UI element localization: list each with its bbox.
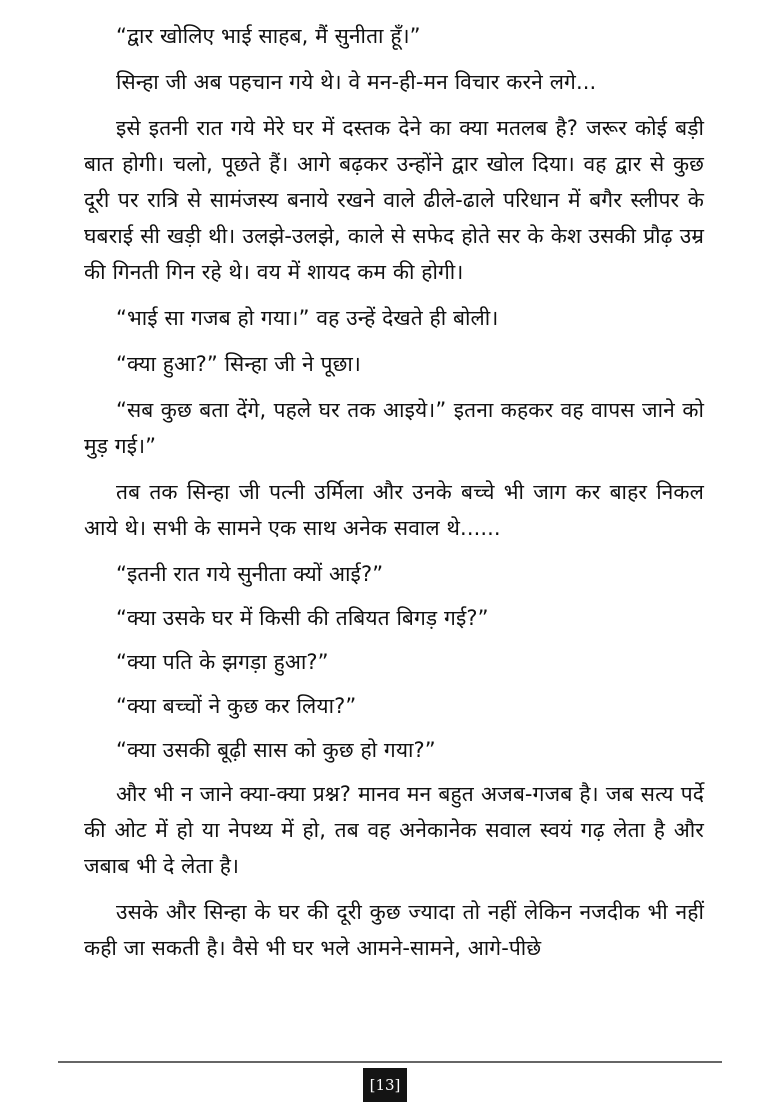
- paragraph-1: “द्वार खोलिए भाई साहब, मैं सुनीता हूँ।”: [116, 24, 421, 48]
- paragraph-9: “क्या उसके घर में किसी की तबियत बिगड़ गई?”: [116, 606, 489, 630]
- paragraph-5: “क्या हुआ?” सिन्हा जी ने पूछा।: [116, 352, 361, 376]
- paragraph-11: “क्या बच्चों ने कुछ कर लिया?”: [116, 694, 357, 718]
- paragraph-4: “भाई सा गजब हो गया।” वह उन्हें देखते ही बोली।: [116, 306, 499, 330]
- page-number-badge: [13]: [363, 1068, 407, 1102]
- paragraph-6: “सब कुछ बता देंगे, पहले घर तक आइये।” इतना कहकर वह वापस जाने को मुड़ गई।”: [84, 398, 704, 458]
- paragraph-12: “क्या उसकी बूढ़ी सास को कुछ हो गया?”: [116, 738, 436, 762]
- paragraph-13: और भी न जाने क्या-क्या प्रश्न? मानव मन बहुत अजब-गजब है। जब सत्य पर्दे की ओट में हो या नेपथ्य में हो, तब वह अनेकानेक सवाल स्वयं गढ़ लेता है और जबाब भी दे लेता है।: [84, 782, 704, 878]
- paragraph-7: तब तक सिन्हा जी पत्नी उर्मिला और उनके बच्चे भी जाग कर बाहर निकल आये थे। सभी के सामने एक साथ अनेक सवाल थे......: [84, 480, 704, 540]
- paragraph-2: सिन्हा जी अब पहचान गये थे। वे मन-ही-मन विचार करने लगे...: [116, 70, 597, 94]
- paragraph-10: “क्या पति के झगड़ा हुआ?”: [116, 650, 329, 674]
- page-body-text: [84, 18, 704, 976]
- paragraph-3: इसे इतनी रात गये मेरे घर में दस्तक देने का क्या मतलब है? जरूर कोई बड़ी बात होगी। चलो, पूछते हैं। आगे बढ़कर उन्होंने द्वार खोल दिया। वह द्वार से कुछ दूरी पर रात्रि से सामंजस्य बनाये रखने वाले ढीले-ढाले परिधान में बगैर स्लीपर के घबराई सी खड़ी थी। उलझे-उलझे, काले से सफेद होते सर के केश उसकी प्रौढ़ उम्र की गिनती गिन रहे थे। वय में शायद कम की होगी।: [84, 116, 704, 284]
- paragraph-14: उसके और सिन्हा के घर की दूरी कुछ ज्यादा तो नहीं लेकिन नजदीक भी नहीं कही जा सकती है। वैसे भी घर भले आमने-सामने, आगे-पीछे: [84, 900, 704, 960]
- footer-divider: [58, 1061, 722, 1063]
- paragraph-8: “इतनी रात गये सुनीता क्यों आई?”: [116, 562, 384, 586]
